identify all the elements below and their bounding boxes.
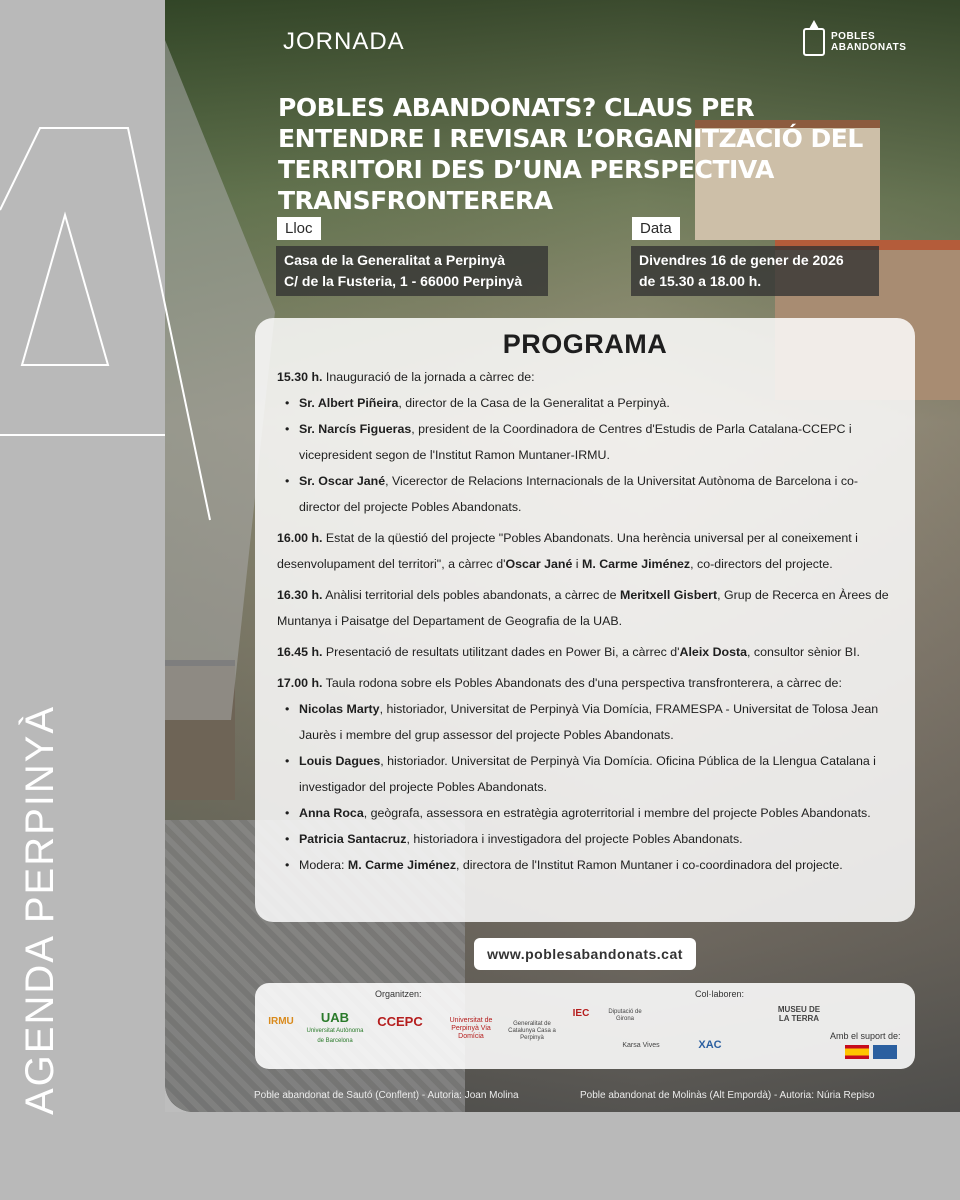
collaborators-label: Col·laboren: bbox=[695, 989, 745, 999]
house-icon bbox=[803, 28, 825, 56]
date-tag: Data bbox=[632, 217, 680, 240]
organizers-label: Organitzen: bbox=[375, 989, 422, 999]
upvd-logo: Universitat de Perpinyà Via Domícia bbox=[449, 1017, 493, 1040]
program-text: Estat de la qüestió del projecte "Pobles Abandonats. Una herència universal per al coneixement i desenvolupament del territori", a càrrec d' bbox=[277, 531, 858, 571]
speaker-desc: , historiador. Universitat de Perpinyà Via Domícia. Oficina Pública de la Llengua Catalana i investigador del projecte Pobles Abandonats. bbox=[299, 754, 876, 794]
program-text: i bbox=[572, 557, 582, 571]
speaker-item bbox=[285, 800, 893, 826]
moderator-item bbox=[285, 852, 893, 878]
speaker-name: Sr. Albert Piñeira bbox=[299, 396, 399, 410]
venue-line: Casa de la Generalitat a Perpinyà bbox=[284, 252, 505, 268]
photo-caption-right: Poble abandonat de Molinàs (Alt Empordà) - Autoria: Núria Repiso bbox=[580, 1090, 875, 1101]
karsa-logo: Karsa Vives bbox=[622, 1042, 660, 1049]
website-link[interactable]: www.poblesabandonats.cat bbox=[474, 938, 696, 970]
speaker-item bbox=[285, 748, 893, 800]
support-label: Amb el suport de: bbox=[830, 1031, 901, 1041]
venue-line: C/ de la Fusteria, 1 - 66000 Perpinyà bbox=[284, 273, 523, 289]
speaker-name: Nicolas Marty bbox=[299, 702, 380, 716]
iec-logo: IEC bbox=[572, 1008, 590, 1019]
speaker-desc: , historiador, Universitat de Perpinyà Via Domícia, FRAMESPA - Universitat de Tolosa Jean Jaurès i membre del grup assessor del projecte Pobles Abandonats. bbox=[299, 702, 879, 742]
partners-panel bbox=[255, 983, 915, 1069]
letter-a-outline-icon bbox=[0, 120, 220, 530]
speaker-desc: , historiadora i investigadora del projecte Pobles Abandonats. bbox=[406, 832, 743, 846]
speaker-name: Sr. Oscar Jané bbox=[299, 474, 386, 488]
program-text: Taula rodona sobre els Pobles Abandonats des d'una perspectiva transfronterera, a càrrec de: bbox=[322, 676, 842, 690]
logo-line: ABANDONATS bbox=[831, 42, 907, 53]
speaker-desc: , president de la Coordinadora de Centres d'Estudis de Parla Catalana-CCEPC i vicepresident segon de l'Institut Ramon Muntaner-IRMU. bbox=[299, 422, 852, 462]
program-time: 16.00 h. bbox=[277, 531, 323, 545]
speaker-name: Sr. Narcís Figueras bbox=[299, 422, 412, 436]
logo-line: POBLES bbox=[831, 31, 876, 42]
speaker-item bbox=[285, 416, 893, 468]
irmu-logo: IRMU bbox=[268, 1016, 294, 1027]
program-text: Inauguració de la jornada a càrrec de: bbox=[322, 370, 535, 384]
uab-logo bbox=[305, 1011, 365, 1045]
program-text: Anàlisi territorial dels pobles abandonats, a càrrec de bbox=[322, 588, 621, 602]
uab-logo-text: UAB bbox=[320, 1010, 350, 1025]
speaker-item bbox=[285, 390, 893, 416]
program-item bbox=[277, 582, 893, 634]
speaker-name: Patricia Santacruz bbox=[299, 832, 407, 846]
xac-logo: XAC bbox=[698, 1039, 722, 1051]
page-title: POBLES ABANDONATS? CLAUS PER ENTENDRE I REVISAR L’ORGANITZACIÓ DEL TERRITORI DES D’UNA PERSPECTIVA TRANSFRONTERERA bbox=[278, 93, 863, 215]
program-text: , co-directors del projecte. bbox=[690, 557, 833, 571]
program-item bbox=[277, 364, 893, 520]
speaker-name: M. Carme Jiménez bbox=[347, 858, 457, 872]
program-time: 17.00 h. bbox=[277, 676, 323, 690]
speaker-item bbox=[285, 826, 893, 852]
uab-logo-sub: Universitat Autònoma de Barcelona bbox=[306, 1028, 364, 1044]
girona-logo: Diputació de Girona bbox=[608, 1009, 642, 1022]
side-label: AGENDA PERPINYÀ bbox=[18, 704, 62, 1115]
speaker-name: M. Carme Jiménez bbox=[582, 557, 691, 571]
speaker-name: Meritxell Gisbert bbox=[620, 588, 718, 602]
venue-tag: Lloc bbox=[277, 217, 321, 240]
program-text: , consultor sènior BI. bbox=[747, 645, 860, 659]
speaker-name: Louis Dagues bbox=[299, 754, 381, 768]
program-text: , Grup de Recerca en Àrees de Muntanya i Paisatge del Departament de Geografia de la UAB. bbox=[277, 588, 889, 628]
date-info bbox=[631, 246, 879, 296]
photo-caption-left: Poble abandonat de Sautó (Conflent) - Autoria: Joan Molina bbox=[254, 1090, 519, 1101]
project-logo bbox=[803, 22, 923, 62]
casa-logo: Generalitat de Catalunya Casa a Perpinyà bbox=[508, 1021, 556, 1041]
program-title: PROGRAMA bbox=[502, 329, 668, 359]
program-time: 16.45 h. bbox=[277, 645, 323, 659]
speaker-desc: , Vicerector de Relacions Internacionals de la Universitat Autònoma de Barcelona i co-director del projecte Pobles Abandonats. bbox=[299, 474, 859, 514]
speaker-desc: , geògrafa, assessora en estratègia agroterritorial i membre del projecte Pobles Abandonats. bbox=[363, 806, 871, 820]
moderator-prefix: Modera: bbox=[299, 858, 348, 872]
speaker-name: Oscar Jané bbox=[505, 557, 573, 571]
speaker-name: Anna Roca bbox=[299, 806, 364, 820]
speaker-name: Aleix Dosta bbox=[679, 645, 748, 659]
ministry-logo-icon bbox=[873, 1045, 897, 1059]
speaker-desc: , director de la Casa de la Generalitat a Perpinyà. bbox=[398, 396, 670, 410]
bottom-band bbox=[0, 1112, 960, 1200]
spain-flag-icon bbox=[845, 1045, 869, 1059]
program-item bbox=[277, 670, 893, 878]
program-panel bbox=[255, 318, 915, 922]
speaker-item bbox=[285, 468, 893, 520]
eyebrow: JORNADA bbox=[283, 28, 405, 55]
program-text: Presentació de resultats utilitzant dades en Power Bi, a càrrec d' bbox=[322, 645, 680, 659]
date-line: de 15.30 a 18.00 h. bbox=[639, 273, 762, 289]
program-time: 15.30 h. bbox=[277, 370, 323, 384]
speaker-item bbox=[285, 696, 893, 748]
program-item bbox=[277, 525, 893, 577]
venue-info bbox=[276, 246, 548, 296]
program-time: 16.30 h. bbox=[277, 588, 323, 602]
date-line: Divendres 16 de gener de 2026 bbox=[639, 252, 844, 268]
museu-terra-logo: MUSEU DE LA TERRA bbox=[777, 1005, 821, 1023]
ccepc-logo: CCEPC bbox=[377, 1014, 423, 1029]
speaker-desc: , directora de l'Institut Ramon Muntaner i co-coordinadora del projecte. bbox=[456, 858, 843, 872]
program-item bbox=[277, 639, 893, 665]
